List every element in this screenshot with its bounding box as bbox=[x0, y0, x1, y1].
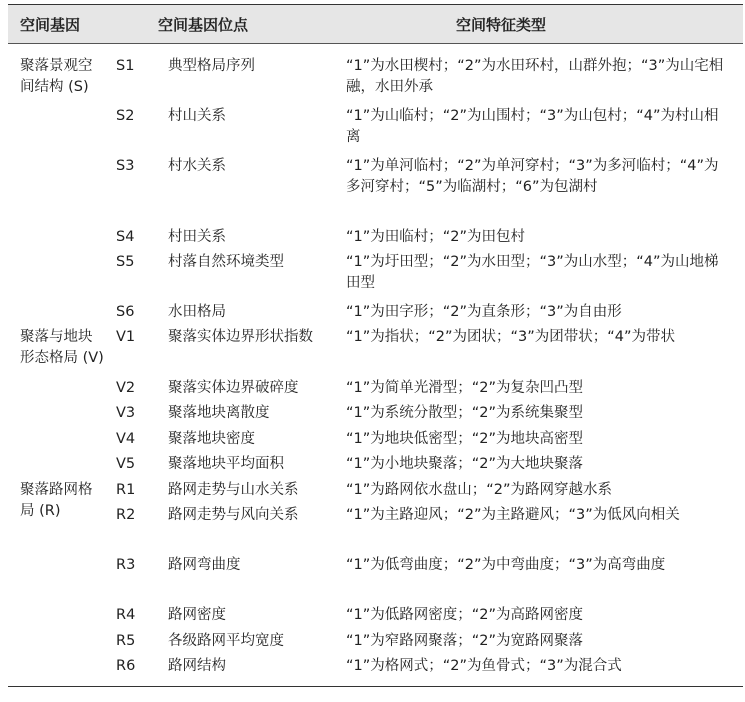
gene-name: 路网密度 bbox=[168, 607, 226, 623]
gene-description: “1”为田字形；“2”为直条形；“3”为自由形 bbox=[346, 304, 622, 320]
gene-description: “1”为田临村；“2”为田包村 bbox=[346, 229, 525, 245]
gene-name: 路网走势与风向关系 bbox=[168, 507, 299, 523]
category-road-network: 聚落路网格局 (R) bbox=[20, 482, 93, 519]
gene-description: “1”为指状；“2”为团状；“3”为团带状；“4”为带状 bbox=[346, 329, 675, 345]
gene-code: S2 bbox=[116, 108, 135, 124]
gene-name: 路网弯曲度 bbox=[168, 557, 241, 573]
table-header bbox=[8, 4, 743, 44]
gene-name: 典型格局序列 bbox=[168, 58, 255, 74]
gene-name: 村落自然环境类型 bbox=[168, 254, 284, 270]
gene-description: “1”为主路迎风；“2”为主路避风；“3”为低风向相关 bbox=[346, 507, 680, 523]
gene-name: 村山关系 bbox=[168, 108, 226, 124]
gene-name: 路网走势与山水关系 bbox=[168, 482, 299, 498]
gene-name: 聚落地块平均面积 bbox=[168, 456, 284, 472]
gene-name: 村水关系 bbox=[168, 158, 226, 174]
gene-description: “1”为窄路网聚落；“2”为宽路网聚落 bbox=[346, 633, 583, 649]
header-gene-locus: 空间基因位点 bbox=[158, 16, 249, 34]
header-feature-type: 空间特征类型 bbox=[456, 16, 547, 34]
gene-code: R1 bbox=[116, 482, 136, 498]
gene-description: “1”为小地块聚落；“2”为大地块聚落 bbox=[346, 456, 583, 472]
gene-code: S1 bbox=[116, 58, 135, 74]
gene-name: 聚落实体边界破碎度 bbox=[168, 380, 299, 396]
gene-code: R4 bbox=[116, 607, 136, 623]
gene-code: V2 bbox=[116, 380, 136, 396]
gene-code: R2 bbox=[116, 507, 136, 523]
gene-code: V4 bbox=[116, 431, 136, 447]
gene-code: S5 bbox=[116, 254, 135, 270]
gene-code: V1 bbox=[116, 329, 136, 345]
gene-description: “1”为地块低密型；“2”为地块高密型 bbox=[346, 431, 583, 447]
gene-description: “1”为系统分散型；“2”为系统集聚型 bbox=[346, 405, 583, 421]
gene-name: 聚落地块离散度 bbox=[168, 405, 270, 421]
gene-code: S3 bbox=[116, 158, 135, 174]
gene-name: 村田关系 bbox=[168, 229, 226, 245]
gene-name: 各级路网平均宽度 bbox=[168, 633, 284, 649]
gene-description: “1”为水田楔村；“2”为水田环村，山群外抱；“3”为山宅相融，水田外承 bbox=[346, 58, 724, 95]
gene-code: V3 bbox=[116, 405, 136, 421]
gene-description: “1”为简单光滑型；“2”为复杂凹凸型 bbox=[346, 380, 583, 396]
gene-code: R6 bbox=[116, 658, 136, 674]
gene-description: “1”为路网依水盘山；“2”为路网穿越水系 bbox=[346, 482, 612, 498]
gene-description: “1”为山临村；“2”为山围村；“3”为山包村；“4”为村山相离 bbox=[346, 108, 719, 145]
header-spatial-gene: 空间基因 bbox=[20, 16, 81, 34]
gene-table bbox=[8, 4, 743, 687]
category-landscape-structure: 聚落景观空间结构 (S) bbox=[20, 58, 93, 95]
gene-description: “1”为单河临村；“2”为单河穿村；“3”为多河临村；“4”为多河穿村；“5”为临湖村；“6”为包湖村 bbox=[346, 158, 719, 195]
category-plot-morphology: 聚落与地块形态格局 (V) bbox=[20, 329, 104, 366]
gene-name: 路网结构 bbox=[168, 658, 226, 674]
gene-code: S4 bbox=[116, 229, 135, 245]
gene-code: R3 bbox=[116, 557, 136, 573]
gene-name: 聚落实体边界形状指数 bbox=[168, 329, 313, 345]
gene-name: 聚落地块密度 bbox=[168, 431, 255, 447]
table-body bbox=[8, 44, 743, 687]
gene-description: “1”为低弯曲度；“2”为中弯曲度；“3”为高弯曲度 bbox=[346, 557, 666, 573]
gene-description: “1”为圩田型；“2”为水田型；“3”为山水型；“4”为山地梯田型 bbox=[346, 254, 719, 291]
gene-code: S6 bbox=[116, 304, 135, 320]
gene-name: 水田格局 bbox=[168, 304, 226, 320]
gene-description: “1”为格网式；“2”为鱼骨式；“3”为混合式 bbox=[346, 658, 622, 674]
gene-description: “1”为低路网密度；“2”为高路网密度 bbox=[346, 607, 583, 623]
gene-code: R5 bbox=[116, 633, 136, 649]
gene-code: V5 bbox=[116, 456, 136, 472]
